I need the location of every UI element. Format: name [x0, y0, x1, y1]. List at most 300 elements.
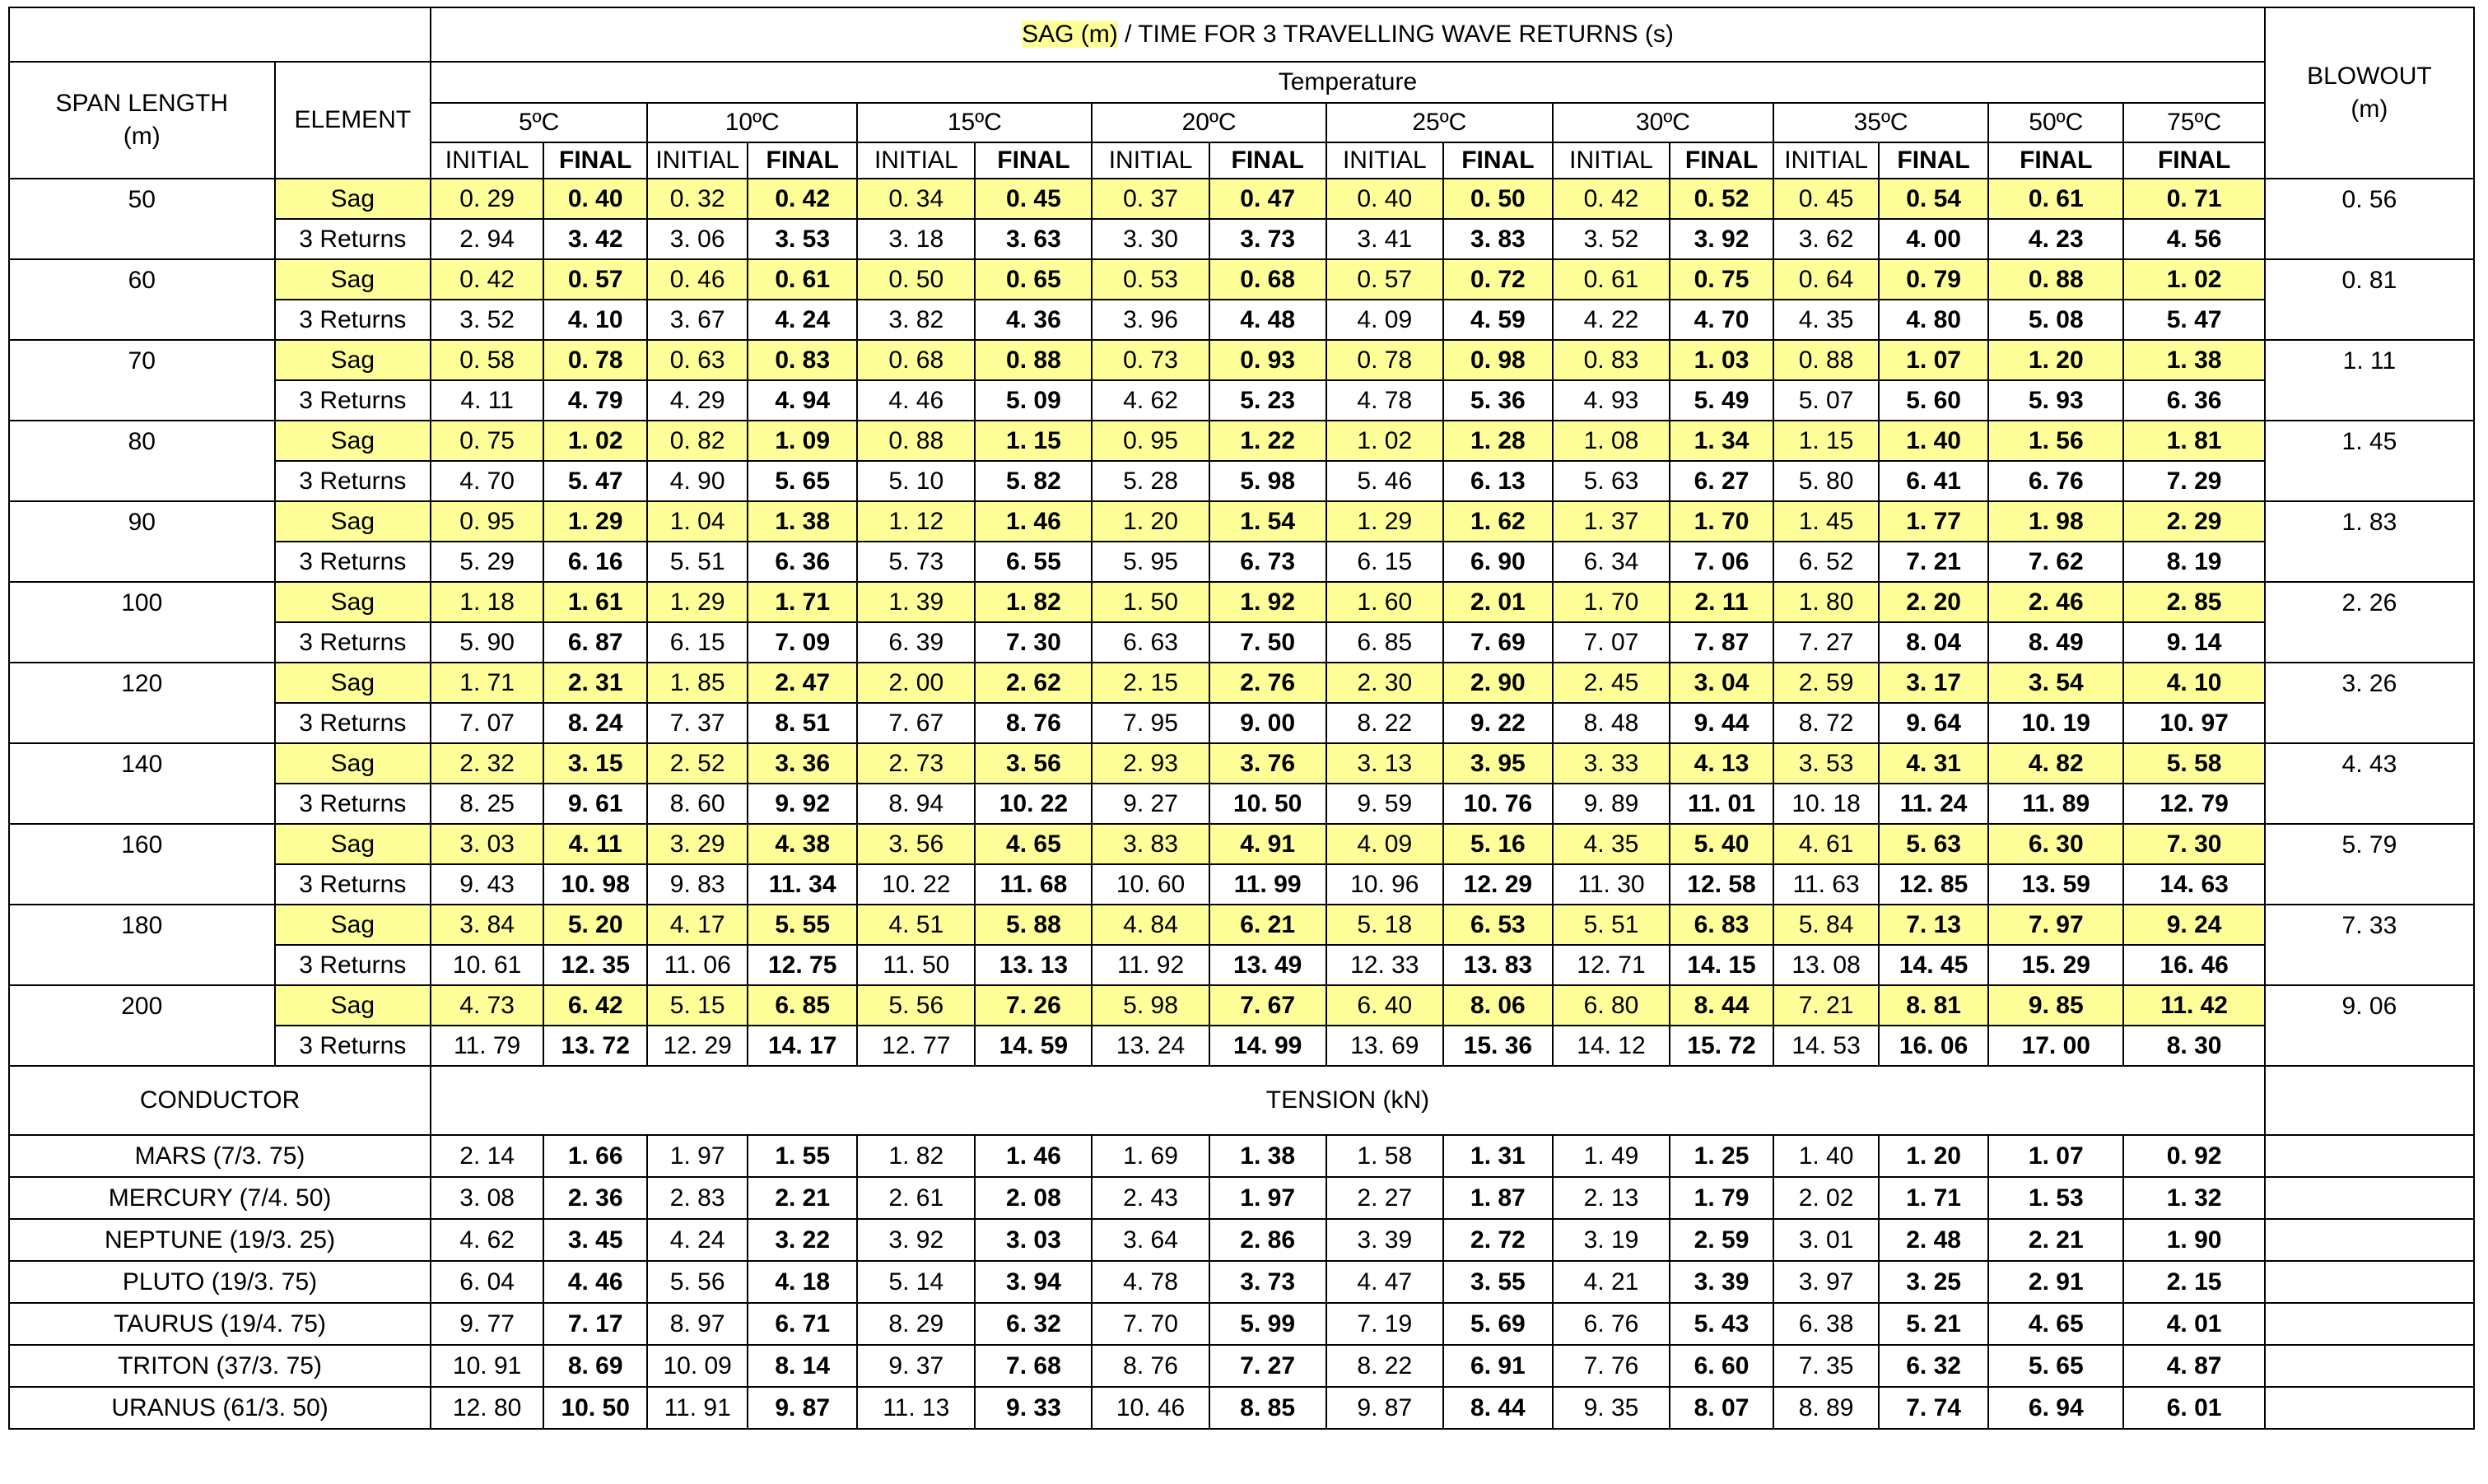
- sag-value: 0. 63: [647, 340, 748, 380]
- returns-value: 4. 22: [1553, 300, 1670, 340]
- returns-value: 7. 21: [1879, 542, 1988, 582]
- returns-value: 14. 45: [1879, 945, 1988, 985]
- returns-value: 8. 04: [1879, 622, 1988, 663]
- span-length-value: 60: [9, 259, 275, 340]
- sag-value: 0. 46: [647, 259, 748, 300]
- element-sag-label: Sag: [275, 663, 431, 703]
- sag-value: 5. 88: [975, 905, 1092, 945]
- returns-value: 11. 01: [1670, 784, 1773, 824]
- span-returns-row: [9, 1026, 2474, 1066]
- returns-value: 11. 24: [1879, 784, 1988, 824]
- sag-value: 0. 95: [1092, 421, 1209, 461]
- returns-value: 8. 49: [1988, 622, 2123, 663]
- sag-value: 5. 40: [1670, 824, 1773, 864]
- blowout-value: 1. 45: [2265, 421, 2474, 501]
- span-sag-row: [9, 501, 2474, 542]
- span-length-value: 120: [9, 663, 275, 743]
- tension-value: 5. 14: [857, 1261, 975, 1303]
- sag-value: 3. 29: [647, 824, 748, 864]
- tension-value: 2. 83: [647, 1177, 748, 1219]
- sag-value: 3. 53: [1773, 743, 1879, 784]
- tension-value: 6. 76: [1553, 1303, 1670, 1345]
- sag-value: 1. 46: [975, 501, 1092, 542]
- top-left-blank: [9, 7, 431, 62]
- tension-value: 3. 39: [1670, 1261, 1773, 1303]
- element-returns-label: 3 Returns: [275, 1026, 431, 1066]
- sag-value: 0. 68: [857, 340, 975, 380]
- sag-value: 3. 54: [1988, 663, 2123, 703]
- tension-value: 9. 87: [1326, 1387, 1443, 1429]
- returns-value: 12. 71: [1553, 945, 1670, 985]
- span-length-value: 100: [9, 582, 275, 663]
- sag-value: 4. 91: [1209, 824, 1326, 864]
- temperature-label: 10ºC: [647, 103, 857, 142]
- returns-value: 14. 63: [2123, 864, 2264, 905]
- tension-value: 1. 55: [748, 1135, 857, 1177]
- sag-value: 0. 29: [431, 179, 543, 219]
- sag-value: 4. 10: [2123, 663, 2264, 703]
- span-sag-row: [9, 582, 2474, 622]
- sag-value: 4. 11: [543, 824, 647, 864]
- returns-value: 11. 68: [975, 864, 1092, 905]
- returns-value: 5. 73: [857, 542, 975, 582]
- returns-value: 12. 75: [748, 945, 857, 985]
- sag-value: 0. 68: [1209, 259, 1326, 300]
- tension-value: 2. 21: [748, 1177, 857, 1219]
- sag-value: 8. 06: [1443, 985, 1553, 1026]
- element-sag-label: Sag: [275, 179, 431, 219]
- sag-value: 2. 15: [1092, 663, 1209, 703]
- span-returns-row: [9, 864, 2474, 905]
- final-column-header: FINAL: [2123, 142, 2264, 179]
- tension-value: 3. 22: [748, 1219, 857, 1261]
- sag-value: 1. 02: [1326, 421, 1443, 461]
- returns-value: 5. 23: [1209, 380, 1326, 421]
- sag-value: 0. 82: [647, 421, 748, 461]
- final-column-header: FINAL: [543, 142, 647, 179]
- tension-value: 0. 92: [2123, 1135, 2264, 1177]
- sag-value: 1. 07: [1879, 340, 1988, 380]
- returns-value: 4. 90: [647, 461, 748, 501]
- sag-value: 11. 42: [2123, 985, 2264, 1026]
- conductor-name: MERCURY (7/4. 50): [9, 1177, 431, 1219]
- returns-value: 12. 79: [2123, 784, 2264, 824]
- returns-value: 3. 52: [431, 300, 543, 340]
- returns-value: 8. 24: [543, 703, 647, 743]
- sag-value: 0. 42: [431, 259, 543, 300]
- span-sag-row: [9, 824, 2474, 864]
- tension-value: 2. 13: [1553, 1177, 1670, 1219]
- tension-value: 1. 31: [1443, 1135, 1553, 1177]
- returns-value: 7. 87: [1670, 622, 1773, 663]
- conductor-name: TAURUS (19/4. 75): [9, 1303, 431, 1345]
- element-sag-label: Sag: [275, 501, 431, 542]
- returns-value: 6. 39: [857, 622, 975, 663]
- returns-value: 5. 07: [1773, 380, 1879, 421]
- sag-value: 5. 15: [647, 985, 748, 1026]
- temperature-header: Temperature: [431, 62, 2265, 103]
- span-sag-row: [9, 179, 2474, 219]
- sag-value: 0. 71: [2123, 179, 2264, 219]
- sag-value: 0. 40: [1326, 179, 1443, 219]
- returns-value: 15. 29: [1988, 945, 2123, 985]
- tension-value: 6. 38: [1773, 1303, 1879, 1345]
- span-length-value: 90: [9, 501, 275, 582]
- tension-value: 4. 62: [431, 1219, 543, 1261]
- sag-value: 2. 29: [2123, 501, 2264, 542]
- sag-value: 7. 26: [975, 985, 1092, 1026]
- element-returns-label: 3 Returns: [275, 300, 431, 340]
- returns-value: 12. 29: [1443, 864, 1553, 905]
- tension-value: 7. 17: [543, 1303, 647, 1345]
- tension-value: 1. 90: [2123, 1219, 2264, 1261]
- returns-value: 4. 78: [1326, 380, 1443, 421]
- sag-value: 1. 29: [543, 501, 647, 542]
- sag-value: 4. 84: [1092, 905, 1209, 945]
- returns-value: 4. 94: [748, 380, 857, 421]
- returns-value: 5. 29: [431, 542, 543, 582]
- returns-value: 3. 92: [1670, 219, 1773, 259]
- sag-value: 0. 61: [748, 259, 857, 300]
- returns-value: 13. 59: [1988, 864, 2123, 905]
- element-sag-label: Sag: [275, 985, 431, 1026]
- tension-value: 3. 73: [1209, 1261, 1326, 1303]
- returns-value: 10. 50: [1209, 784, 1326, 824]
- span-sag-row: [9, 340, 2474, 380]
- returns-value: 10. 96: [1326, 864, 1443, 905]
- sag-value: 1. 20: [1988, 340, 2123, 380]
- sag-value: 7. 67: [1209, 985, 1326, 1026]
- sag-value: 4. 73: [431, 985, 543, 1026]
- tension-value: 4. 47: [1326, 1261, 1443, 1303]
- sag-value: 2. 46: [1988, 582, 2123, 622]
- tension-value: 11. 91: [647, 1387, 748, 1429]
- sag-value: 0. 32: [647, 179, 748, 219]
- returns-value: 13. 13: [975, 945, 1092, 985]
- tension-value: 1. 32: [2123, 1177, 2264, 1219]
- returns-value: 10. 18: [1773, 784, 1879, 824]
- temperature-label: 30ºC: [1553, 103, 1773, 142]
- sag-value: 6. 80: [1553, 985, 1670, 1026]
- tension-value: 1. 97: [1209, 1177, 1326, 1219]
- tension-value: 6. 91: [1443, 1345, 1553, 1387]
- returns-value: 13. 49: [1209, 945, 1326, 985]
- returns-value: 7. 69: [1443, 622, 1553, 663]
- sag-value: 1. 02: [543, 421, 647, 461]
- tension-value: 4. 18: [748, 1261, 857, 1303]
- sag-value: 1. 28: [1443, 421, 1553, 461]
- returns-value: 7. 27: [1773, 622, 1879, 663]
- sag-value: 0. 78: [543, 340, 647, 380]
- tension-value: 8. 89: [1773, 1387, 1879, 1429]
- returns-value: 10. 60: [1092, 864, 1209, 905]
- returns-value: 12. 85: [1879, 864, 1988, 905]
- returns-value: 3. 41: [1326, 219, 1443, 259]
- sag-value: 1. 92: [1209, 582, 1326, 622]
- sag-value: 8. 44: [1670, 985, 1773, 1026]
- returns-value: 5. 08: [1988, 300, 2123, 340]
- returns-value: 4. 10: [543, 300, 647, 340]
- returns-value: 3. 67: [647, 300, 748, 340]
- table-title: [431, 7, 2265, 62]
- tension-value: 8. 85: [1209, 1387, 1326, 1429]
- returns-value: 5. 60: [1879, 380, 1988, 421]
- sag-value: 0. 73: [1092, 340, 1209, 380]
- tension-value: 1. 69: [1092, 1135, 1209, 1177]
- tension-value: 4. 87: [2123, 1345, 2264, 1387]
- tension-value: 6. 60: [1670, 1345, 1773, 1387]
- returns-value: 3. 30: [1092, 219, 1209, 259]
- returns-value: 9. 64: [1879, 703, 1988, 743]
- tension-value: 2. 02: [1773, 1177, 1879, 1219]
- returns-value: 9. 14: [2123, 622, 2264, 663]
- tension-value: 1. 38: [1209, 1135, 1326, 1177]
- returns-value: 6. 63: [1092, 622, 1209, 663]
- span-length-value: 80: [9, 421, 275, 501]
- blowout-value: 0. 81: [2265, 259, 2474, 340]
- sag-value: 0. 58: [431, 340, 543, 380]
- sag-value: 2. 90: [1443, 663, 1553, 703]
- conductor-row: [9, 1135, 2474, 1177]
- tension-value: 6. 01: [2123, 1387, 2264, 1429]
- sag-value: 3. 33: [1553, 743, 1670, 784]
- sag-value: 0. 98: [1443, 340, 1553, 380]
- sag-value: 0. 93: [1209, 340, 1326, 380]
- sag-value: 4. 51: [857, 905, 975, 945]
- tension-value: 2. 61: [857, 1177, 975, 1219]
- tension-value: 1. 49: [1553, 1135, 1670, 1177]
- returns-value: 8. 19: [2123, 542, 2264, 582]
- sag-value: 3. 84: [431, 905, 543, 945]
- returns-value: 14. 59: [975, 1026, 1092, 1066]
- sag-value: 6. 85: [748, 985, 857, 1026]
- returns-value: 11. 34: [748, 864, 857, 905]
- returns-value: 4. 09: [1326, 300, 1443, 340]
- tension-value: 8. 07: [1670, 1387, 1773, 1429]
- returns-value: 10. 97: [2123, 703, 2264, 743]
- sag-value: 4. 35: [1553, 824, 1670, 864]
- sag-value: 1. 85: [647, 663, 748, 703]
- sag-value: 2. 30: [1326, 663, 1443, 703]
- span-sag-row: [9, 905, 2474, 945]
- sag-value: 7. 13: [1879, 905, 1988, 945]
- blowout-unit: (m): [2351, 95, 2388, 123]
- sag-value: 2. 62: [975, 663, 1092, 703]
- blowout-value: 7. 33: [2265, 905, 2474, 985]
- tension-value: 8. 97: [647, 1303, 748, 1345]
- returns-value: 5. 51: [647, 542, 748, 582]
- tension-value: 1. 46: [975, 1135, 1092, 1177]
- sag-value: 0. 54: [1879, 179, 1988, 219]
- tension-value: 8. 14: [748, 1345, 857, 1387]
- sag-value: 0. 75: [1670, 259, 1773, 300]
- returns-value: 10. 22: [975, 784, 1092, 824]
- tension-value: 2. 86: [1209, 1219, 1326, 1261]
- temperature-label: 15ºC: [857, 103, 1092, 142]
- element-returns-label: 3 Returns: [275, 945, 431, 985]
- temperature-label: 20ºC: [1092, 103, 1326, 142]
- sag-value: 1. 38: [2123, 340, 2264, 380]
- conductor-row: [9, 1261, 2474, 1303]
- sag-value: 1. 82: [975, 582, 1092, 622]
- element-sag-label: Sag: [275, 421, 431, 461]
- conductor-blank-cell: [2265, 1303, 2474, 1345]
- blowout-value: 0. 56: [2265, 179, 2474, 259]
- returns-value: 5. 28: [1092, 461, 1209, 501]
- returns-value: 3. 06: [647, 219, 748, 259]
- span-length-value: 140: [9, 743, 275, 824]
- returns-value: 9. 43: [431, 864, 543, 905]
- conductor-blank-cell: [2265, 1261, 2474, 1303]
- conductor-name: MARS (7/3. 75): [9, 1135, 431, 1177]
- sag-value: 1. 56: [1988, 421, 2123, 461]
- tension-value: 4. 01: [2123, 1303, 2264, 1345]
- returns-value: 12. 58: [1670, 864, 1773, 905]
- returns-value: 4. 48: [1209, 300, 1326, 340]
- sag-value: 1. 70: [1670, 501, 1773, 542]
- conductor-row: [9, 1177, 2474, 1219]
- returns-value: 11. 30: [1553, 864, 1670, 905]
- span-length-unit: (m): [123, 123, 161, 150]
- returns-value: 15. 72: [1670, 1026, 1773, 1066]
- sag-value: 1. 29: [1326, 501, 1443, 542]
- sag-value: 3. 03: [431, 824, 543, 864]
- returns-value: 4. 80: [1879, 300, 1988, 340]
- span-returns-row: [9, 300, 2474, 340]
- tension-value: 3. 97: [1773, 1261, 1879, 1303]
- sag-value: 3. 13: [1326, 743, 1443, 784]
- tension-value: 5. 69: [1443, 1303, 1553, 1345]
- span-length-value: 70: [9, 340, 275, 421]
- returns-value: 4. 35: [1773, 300, 1879, 340]
- returns-value: 6. 90: [1443, 542, 1553, 582]
- tension-value: 8. 69: [543, 1345, 647, 1387]
- element-returns-label: 3 Returns: [275, 703, 431, 743]
- final-column-header: FINAL: [1879, 142, 1988, 179]
- sag-value: 6. 30: [1988, 824, 2123, 864]
- tension-value: 4. 65: [1988, 1303, 2123, 1345]
- returns-value: 16. 06: [1879, 1026, 1988, 1066]
- sag-value: 4. 65: [975, 824, 1092, 864]
- conductor-row: [9, 1387, 2474, 1429]
- sag-value: 1. 03: [1670, 340, 1773, 380]
- sag-value: 2. 01: [1443, 582, 1553, 622]
- final-column-header: FINAL: [1443, 142, 1553, 179]
- sag-value: 5. 56: [857, 985, 975, 1026]
- returns-value: 6. 73: [1209, 542, 1326, 582]
- element-returns-label: 3 Returns: [275, 864, 431, 905]
- sag-value: 0. 57: [543, 259, 647, 300]
- conductor-name: PLUTO (19/3. 75): [9, 1261, 431, 1303]
- tension-header: TENSION (kN): [431, 1066, 2265, 1135]
- tension-value: 3. 19: [1553, 1219, 1670, 1261]
- tension-value: 2. 14: [431, 1135, 543, 1177]
- returns-value: 9. 83: [647, 864, 748, 905]
- sag-value: 1. 38: [748, 501, 857, 542]
- sag-value: 5. 98: [1092, 985, 1209, 1026]
- sag-value: 0. 83: [1553, 340, 1670, 380]
- returns-value: 6. 41: [1879, 461, 1988, 501]
- sag-value: 1. 98: [1988, 501, 2123, 542]
- conductor-header: CONDUCTOR: [9, 1066, 431, 1135]
- conductor-name: TRITON (37/3. 75): [9, 1345, 431, 1387]
- sag-value: 1. 81: [2123, 421, 2264, 461]
- returns-value: 9. 22: [1443, 703, 1553, 743]
- sag-value: 4. 82: [1988, 743, 2123, 784]
- sag-value: 0. 65: [975, 259, 1092, 300]
- sag-value: 1. 37: [1553, 501, 1670, 542]
- span-length-value: 200: [9, 985, 275, 1066]
- returns-value: 3. 63: [975, 219, 1092, 259]
- conductor-blank-cell: [2265, 1177, 2474, 1219]
- returns-value: 12. 33: [1326, 945, 1443, 985]
- span-returns-row: [9, 784, 2474, 824]
- returns-value: 6. 52: [1773, 542, 1879, 582]
- span-sag-row: [9, 985, 2474, 1026]
- sag-value: 5. 20: [543, 905, 647, 945]
- tension-value: 10. 46: [1092, 1387, 1209, 1429]
- tension-value: 1. 71: [1879, 1177, 1988, 1219]
- returns-value: 4. 70: [1670, 300, 1773, 340]
- returns-value: 7. 29: [2123, 461, 2264, 501]
- tension-value: 11. 13: [857, 1387, 975, 1429]
- tension-value: 7. 70: [1092, 1303, 1209, 1345]
- sag-value: 1. 71: [431, 663, 543, 703]
- returns-value: 7. 07: [431, 703, 543, 743]
- tension-value: 4. 46: [543, 1261, 647, 1303]
- sag-value: 1. 70: [1553, 582, 1670, 622]
- sag-value: 3. 56: [857, 824, 975, 864]
- tension-value: 9. 33: [975, 1387, 1092, 1429]
- tension-value: 3. 01: [1773, 1219, 1879, 1261]
- returns-value: 13. 72: [543, 1026, 647, 1066]
- tension-value: 3. 25: [1879, 1261, 1988, 1303]
- sag-value: 3. 04: [1670, 663, 1773, 703]
- tension-value: 2. 43: [1092, 1177, 1209, 1219]
- sag-value: 5. 16: [1443, 824, 1553, 864]
- tension-value: 4. 21: [1553, 1261, 1670, 1303]
- tension-value: 5. 43: [1670, 1303, 1773, 1345]
- returns-value: 5. 90: [431, 622, 543, 663]
- tension-value: 7. 27: [1209, 1345, 1326, 1387]
- tension-value: 6. 71: [748, 1303, 857, 1345]
- returns-value: 13. 24: [1092, 1026, 1209, 1066]
- sag-value: 1. 18: [431, 582, 543, 622]
- returns-value: 8. 76: [975, 703, 1092, 743]
- element-sag-label: Sag: [275, 340, 431, 380]
- sag-value: 1. 12: [857, 501, 975, 542]
- span-returns-row: [9, 945, 2474, 985]
- returns-value: 10. 76: [1443, 784, 1553, 824]
- initial-column-header: INITIAL: [1773, 142, 1879, 179]
- sag-value: 2. 59: [1773, 663, 1879, 703]
- sag-value: 4. 09: [1326, 824, 1443, 864]
- returns-value: 4. 70: [431, 461, 543, 501]
- tension-value: 1. 97: [647, 1135, 748, 1177]
- returns-value: 8. 25: [431, 784, 543, 824]
- tension-value: 7. 76: [1553, 1345, 1670, 1387]
- tension-value: 8. 22: [1326, 1345, 1443, 1387]
- sag-value: 1. 80: [1773, 582, 1879, 622]
- returns-value: 6. 15: [1326, 542, 1443, 582]
- initial-column-header: INITIAL: [647, 142, 748, 179]
- tension-value: 3. 55: [1443, 1261, 1553, 1303]
- returns-value: 3. 52: [1553, 219, 1670, 259]
- returns-value: 12. 77: [857, 1026, 975, 1066]
- returns-value: 4. 24: [748, 300, 857, 340]
- returns-value: 5. 95: [1092, 542, 1209, 582]
- sag-value: 1. 08: [1553, 421, 1670, 461]
